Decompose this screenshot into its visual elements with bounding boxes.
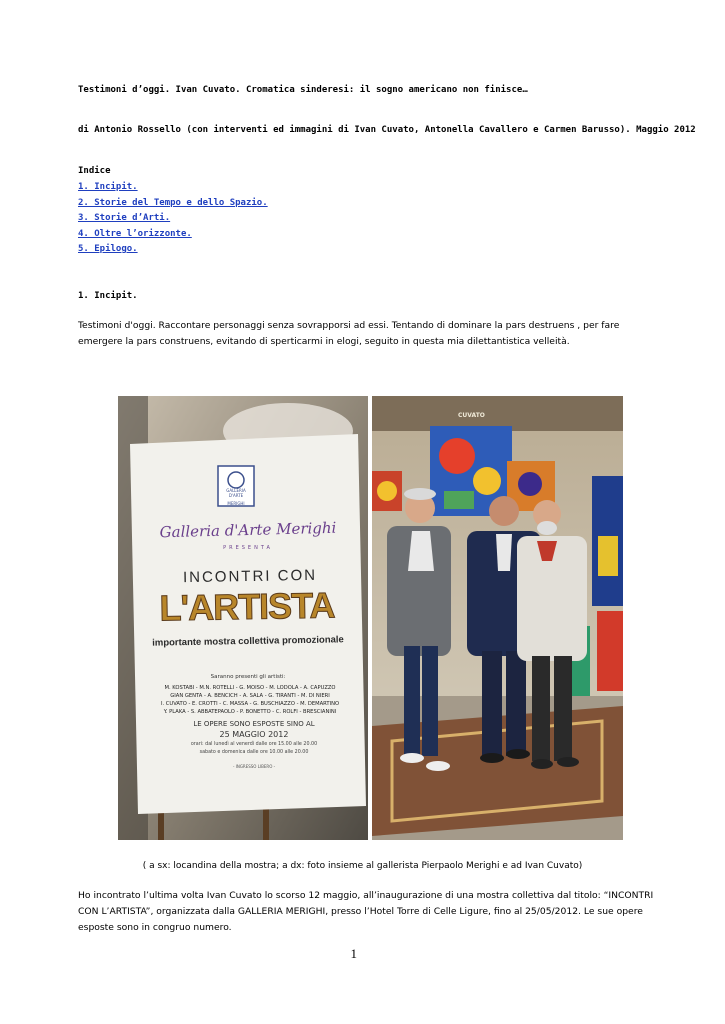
poster-photo: [118, 396, 368, 840]
poster-presenta: PRESENTA: [223, 545, 273, 551]
poster-orari-2: sabato e domenica dalle ore 10.00 alle 20.00: [199, 750, 309, 755]
logo-text-3: MERIGHI: [227, 501, 245, 506]
toc-link-incipit[interactable]: 1. Incipit.: [78, 182, 138, 192]
poster-artists-intro: Saranno presenti gli artisti:: [210, 674, 286, 680]
cuvato-sign: CUVATO: [458, 412, 485, 419]
poster-gallery-name: Galleria d'Arte Merighi: [159, 518, 337, 542]
group-photo: [372, 396, 623, 840]
toc-link-storie-arti[interactable]: 3. Storie d’Arti.: [78, 213, 171, 223]
group-photo-graphic: [372, 396, 623, 840]
page-number: 1: [350, 946, 357, 961]
logo-text-2: D'ARTE: [228, 493, 244, 498]
poster-artista: L'ARTISTA: [159, 584, 335, 629]
poster-opere: LE OPERE SONO ESPOSTE SINO AL: [193, 720, 315, 728]
poster-date: 25 MAGGIO 2012: [219, 730, 289, 739]
toc-link-epilogo[interactable]: 5. Epilogo.: [78, 244, 138, 254]
closing-paragraph: Ho incontrato l’ultima volta Ivan Cuvato lo scorso 12 maggio, all’inaugurazione di una mostra collettiva dal titolo: “INCONTRI CON L’ARTISTA”, organizzata dalla GALLERIA MERIGHI, presso l’Hotel Torre di Celle Ligure, fino al 25/05/2012. Le sue opere esposte sono in congruo numero.: [78, 890, 654, 933]
poster-artists-list: [144, 684, 356, 716]
poster-ingresso: - INGRESSO LIBERO -: [232, 764, 276, 769]
poster-artists-line: I. CUVATO - E. CROTTI - C. MASSA - G. BUSCHIAZZO - M. DEMARTINO: [160, 701, 340, 707]
section-heading-incipit: 1. Incipit.: [78, 291, 138, 301]
poster-orari-1: orari: dal lunedì al venerdì dalle ore 15.00 alle 20.00: [190, 742, 318, 747]
poster-subtitle: importante mostra collettiva promozionale: [152, 634, 344, 649]
poster-artists-line: GIAN GENTA - A. BENCICH - A. SALA - G. TIRANTI - M. DI NIERI: [170, 693, 330, 699]
byline: di Antonio Rossello (con interventi ed immagini di Ivan Cuvato, Antonella Cavallero e Carmen Barusso). Maggio 2012: [78, 125, 696, 135]
poster-artists-line: M. KOSTABI - M.N. ROTELLI - G. MOISO - M. LODOLA - A. CAPUZZO: [164, 685, 336, 691]
poster-artists-line: Y. PLAKA - S. ABBATEPAOLO - P. BONETTO - C. ROLFI - BRESCIANINI: [163, 709, 337, 715]
document-title: Testimoni d’oggi. Ivan Cuvato. Cromatica sinderesi: il sogno americano non finisce…: [78, 85, 528, 95]
photo-caption: ( a sx: locandina della mostra; a dx: foto insieme al gallerista Pierpaolo Merighi e ad Ivan Cuvato): [142, 861, 583, 871]
poster-incontri: INCONTRI CON: [182, 566, 318, 587]
incipit-paragraph: Testimoni d'oggi. Raccontare personaggi senza sovrapporsi ad essi. Tentando di dominare la pars destruens , per fare emergere la pars construens, evitando di sperticarmi in elogi, seguito in questa mia dilettantistica velleità.: [78, 320, 620, 347]
toc-link-oltre-orizzonte[interactable]: 4. Oltre l’orizzonte.: [78, 229, 192, 239]
toc-link-storie-tempo[interactable]: 2. Storie del Tempo e dello Spazio.: [78, 198, 268, 208]
logo-text-1: GALLERIA: [226, 488, 246, 493]
toc-heading: Indice: [78, 166, 111, 176]
